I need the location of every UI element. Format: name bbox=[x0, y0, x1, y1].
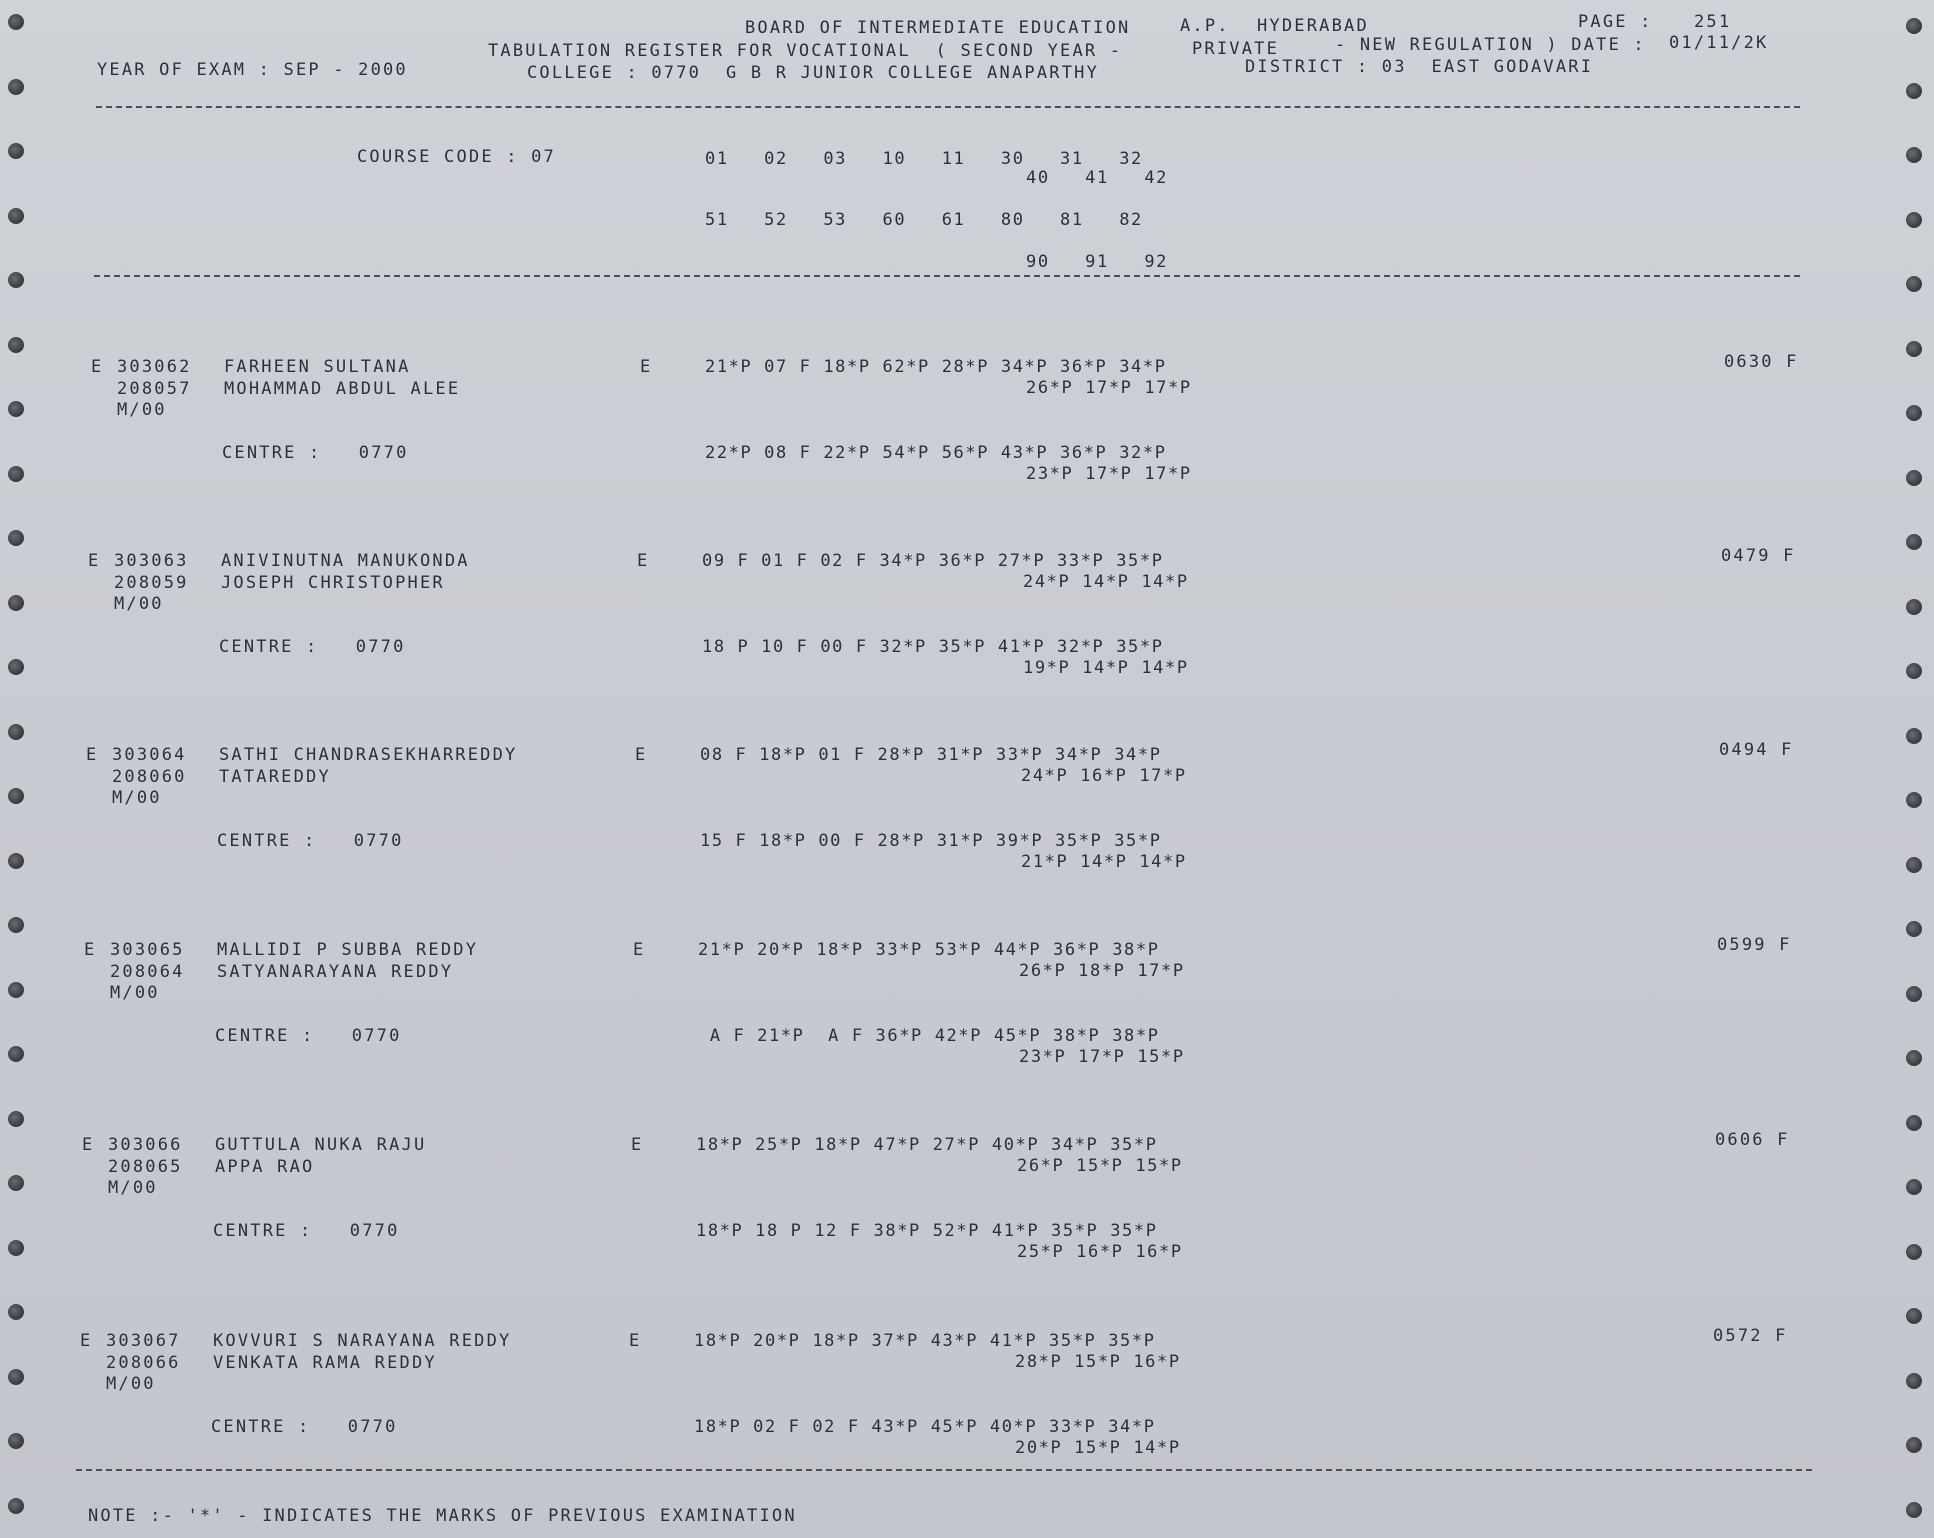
sex-code: M/00 bbox=[114, 594, 164, 614]
page-label: PAGE : bbox=[1578, 12, 1653, 32]
marks-line-2: 26*P 15*P 15*P bbox=[1017, 1156, 1183, 1176]
print-date: 01/11/2K bbox=[1669, 33, 1769, 53]
tractor-hole bbox=[1906, 341, 1922, 357]
footer-divider bbox=[76, 1469, 1812, 1471]
board-name: BOARD OF INTERMEDIATE EDUCATION bbox=[745, 18, 1131, 38]
tractor-hole bbox=[1906, 1373, 1922, 1389]
centre-code: CENTRE : 0770 bbox=[219, 637, 406, 657]
subject-codes-row-2: 51 52 53 60 61 80 81 82 bbox=[705, 210, 1143, 230]
tractor-hole bbox=[8, 1175, 24, 1191]
roll-number: 303064 bbox=[112, 745, 187, 765]
tractor-hole bbox=[8, 788, 24, 804]
footer-note: NOTE :- '*' - INDICATES THE MARKS OF PREVIOUS EXAMINATION bbox=[88, 1506, 797, 1526]
roll-number: 303065 bbox=[110, 940, 185, 960]
tractor-hole bbox=[1906, 728, 1922, 744]
candidate-name: MALLIDI P SUBBA REDDY bbox=[217, 940, 479, 960]
registration-number: 208066 bbox=[106, 1353, 181, 1373]
marks-line-4: 25*P 16*P 16*P bbox=[1017, 1242, 1183, 1262]
roll-number: 303066 bbox=[108, 1135, 183, 1155]
tractor-hole bbox=[8, 14, 24, 30]
centre-code: CENTRE : 0770 bbox=[215, 1026, 402, 1046]
tractor-hole bbox=[1906, 1308, 1922, 1324]
marks-line-1: 18*P 20*P 18*P 37*P 43*P 41*P 35*P 35*P bbox=[694, 1331, 1156, 1351]
page-number: 251 bbox=[1694, 12, 1732, 32]
tractor-hole bbox=[8, 1111, 24, 1127]
marks-line-3: 18*P 18 P 12 F 38*P 52*P 41*P 35*P 35*P bbox=[696, 1221, 1158, 1241]
marks-line-4: 19*P 14*P 14*P bbox=[1023, 658, 1189, 678]
marks-line-3: 18 P 10 F 00 F 32*P 35*P 41*P 32*P 35*P bbox=[702, 637, 1164, 657]
tractor-hole bbox=[8, 79, 24, 95]
tractor-hole bbox=[1906, 470, 1922, 486]
tractor-hole bbox=[8, 724, 24, 740]
marks-line-2: 24*P 14*P 14*P bbox=[1023, 572, 1189, 592]
marks-line-4: 20*P 15*P 14*P bbox=[1015, 1438, 1181, 1458]
grand-total: 0599 F bbox=[1717, 935, 1792, 955]
registration-number: 208065 bbox=[108, 1157, 183, 1177]
grand-total: 0630 F bbox=[1724, 352, 1799, 372]
medium-code: E bbox=[640, 357, 653, 377]
candidate-name: SATHI CHANDRASEKHARREDDY bbox=[219, 745, 518, 765]
grand-total: 0494 F bbox=[1719, 740, 1794, 760]
tractor-hole bbox=[1906, 147, 1922, 163]
tractor-hole bbox=[8, 466, 24, 482]
left-tractor-holes bbox=[0, 0, 30, 1538]
college-info: COLLEGE : 0770 G B R JUNIOR COLLEGE ANAPARTHY bbox=[527, 63, 1100, 83]
registration-number: 208060 bbox=[112, 767, 187, 787]
marks-line-4: 23*P 17*P 15*P bbox=[1019, 1047, 1185, 1067]
tractor-hole bbox=[1906, 1437, 1922, 1453]
marks-line-3: 15 F 18*P 00 F 28*P 31*P 39*P 35*P 35*P bbox=[700, 831, 1162, 851]
roll-number: 303063 bbox=[114, 551, 189, 571]
tractor-hole bbox=[1906, 276, 1922, 292]
grand-total: 0479 F bbox=[1721, 546, 1796, 566]
marks-line-4: 23*P 17*P 17*P bbox=[1026, 464, 1192, 484]
marks-line-3: A F 21*P A F 36*P 42*P 45*P 38*P 38*P bbox=[698, 1026, 1160, 1046]
right-tractor-holes bbox=[1904, 0, 1934, 1538]
tractor-hole bbox=[8, 530, 24, 546]
tractor-hole bbox=[8, 208, 24, 224]
medium-code: E bbox=[637, 551, 650, 571]
parent-name: TATAREDDY bbox=[219, 767, 331, 787]
regulation-label: - NEW REGULATION ) DATE : bbox=[1335, 35, 1646, 55]
roll-number: 303062 bbox=[117, 357, 192, 377]
tractor-hole bbox=[1906, 921, 1922, 937]
tractor-hole bbox=[8, 143, 24, 159]
tractor-hole bbox=[1906, 857, 1922, 873]
register-title: TABULATION REGISTER FOR VOCATIONAL ( SECOND YEAR - bbox=[488, 41, 1123, 61]
district-info: DISTRICT : 03 EAST GODAVARI bbox=[1245, 57, 1594, 77]
tractor-hole bbox=[8, 595, 24, 611]
city-name: HYDERABAD bbox=[1257, 16, 1369, 36]
roll-number: 303067 bbox=[106, 1331, 181, 1351]
student-flag: E bbox=[88, 551, 101, 571]
subject-codes-row-1: 01 02 03 10 11 30 31 32 bbox=[705, 149, 1143, 169]
tractor-hole bbox=[8, 917, 24, 933]
year-of-exam: YEAR OF EXAM : SEP - 2000 bbox=[97, 60, 408, 80]
student-flag: E bbox=[84, 940, 97, 960]
tractor-hole bbox=[8, 1369, 24, 1385]
marks-line-2: 24*P 16*P 17*P bbox=[1021, 766, 1187, 786]
medium-code: E bbox=[635, 745, 648, 765]
tractor-hole bbox=[1906, 405, 1922, 421]
student-flag: E bbox=[80, 1331, 93, 1351]
parent-name: MOHAMMAD ABDUL ALEE bbox=[224, 379, 461, 399]
sex-code: M/00 bbox=[108, 1178, 158, 1198]
codes-divider bbox=[94, 275, 1800, 277]
medium-code: E bbox=[633, 940, 646, 960]
centre-code: CENTRE : 0770 bbox=[217, 831, 404, 851]
tractor-hole bbox=[1906, 1179, 1922, 1195]
marks-line-3: 18*P 02 F 02 F 43*P 45*P 40*P 33*P 34*P bbox=[694, 1417, 1156, 1437]
marks-line-1: 21*P 20*P 18*P 33*P 53*P 44*P 36*P 38*P bbox=[698, 940, 1160, 960]
tractor-hole bbox=[8, 401, 24, 417]
marks-line-1: 09 F 01 F 02 F 34*P 36*P 27*P 33*P 35*P bbox=[702, 551, 1164, 571]
candidate-name: GUTTULA NUKA RAJU bbox=[215, 1135, 427, 1155]
tractor-hole bbox=[1906, 1244, 1922, 1260]
tractor-hole bbox=[8, 659, 24, 675]
registration-number: 208057 bbox=[117, 379, 192, 399]
tractor-hole bbox=[1906, 534, 1922, 550]
tractor-hole bbox=[8, 272, 24, 288]
tractor-hole bbox=[1906, 83, 1922, 99]
parent-name: APPA RAO bbox=[215, 1157, 315, 1177]
sex-code: M/00 bbox=[117, 400, 167, 420]
header-divider bbox=[96, 106, 1800, 108]
course-code: COURSE CODE : 07 bbox=[357, 147, 556, 167]
centre-code: CENTRE : 0770 bbox=[222, 443, 409, 463]
tractor-hole bbox=[1906, 1115, 1922, 1131]
registration-number: 208059 bbox=[114, 573, 189, 593]
grand-total: 0606 F bbox=[1715, 1130, 1790, 1150]
tractor-hole bbox=[1906, 212, 1922, 228]
tractor-hole bbox=[8, 853, 24, 869]
marks-line-1: 08 F 18*P 01 F 28*P 31*P 33*P 34*P 34*P bbox=[700, 745, 1162, 765]
student-flag: E bbox=[86, 745, 99, 765]
tractor-hole bbox=[1906, 599, 1922, 615]
state-name: A.P. bbox=[1180, 16, 1230, 36]
tractor-hole bbox=[8, 1433, 24, 1449]
student-flag: E bbox=[82, 1135, 95, 1155]
tractor-hole bbox=[1906, 1502, 1922, 1518]
private-label: PRIVATE bbox=[1192, 39, 1280, 59]
parent-name: JOSEPH CHRISTOPHER bbox=[221, 573, 445, 593]
centre-code: CENTRE : 0770 bbox=[213, 1221, 400, 1241]
tractor-hole bbox=[1906, 792, 1922, 808]
marks-line-4: 21*P 14*P 14*P bbox=[1021, 852, 1187, 872]
candidate-name: FARHEEN SULTANA bbox=[224, 357, 411, 377]
centre-code: CENTRE : 0770 bbox=[211, 1417, 398, 1437]
candidate-name: ANIVINUTNA MANUKONDA bbox=[221, 551, 470, 571]
parent-name: VENKATA RAMA REDDY bbox=[213, 1353, 437, 1373]
subject-codes-row-1b: 40 41 42 bbox=[1026, 168, 1169, 188]
tractor-hole bbox=[8, 1304, 24, 1320]
tractor-hole bbox=[1906, 18, 1922, 34]
tractor-hole bbox=[1906, 1050, 1922, 1066]
parent-name: SATYANARAYANA REDDY bbox=[217, 962, 454, 982]
subject-codes-row-3: 90 91 92 bbox=[1026, 252, 1169, 272]
marks-line-3: 22*P 08 F 22*P 54*P 56*P 43*P 36*P 32*P bbox=[705, 443, 1167, 463]
marks-line-2: 26*P 17*P 17*P bbox=[1026, 378, 1192, 398]
medium-code: E bbox=[629, 1331, 642, 1351]
tractor-hole bbox=[1906, 663, 1922, 679]
tractor-hole bbox=[8, 1046, 24, 1062]
tractor-hole bbox=[8, 1240, 24, 1256]
marks-line-2: 28*P 15*P 16*P bbox=[1015, 1352, 1181, 1372]
sex-code: M/00 bbox=[106, 1374, 156, 1394]
tractor-hole bbox=[8, 337, 24, 353]
tractor-hole bbox=[1906, 986, 1922, 1002]
grand-total: 0572 F bbox=[1713, 1326, 1788, 1346]
candidate-name: KOVVURI S NARAYANA REDDY bbox=[213, 1331, 512, 1351]
tractor-hole bbox=[8, 1498, 24, 1514]
medium-code: E bbox=[631, 1135, 644, 1155]
registration-number: 208064 bbox=[110, 962, 185, 982]
sex-code: M/00 bbox=[112, 788, 162, 808]
marks-line-2: 26*P 18*P 17*P bbox=[1019, 961, 1185, 981]
marks-line-1: 21*P 07 F 18*P 62*P 28*P 34*P 36*P 34*P bbox=[705, 357, 1167, 377]
tractor-hole bbox=[8, 982, 24, 998]
sex-code: M/00 bbox=[110, 983, 160, 1003]
student-flag: E bbox=[91, 357, 104, 377]
marks-line-1: 18*P 25*P 18*P 47*P 27*P 40*P 34*P 35*P bbox=[696, 1135, 1158, 1155]
